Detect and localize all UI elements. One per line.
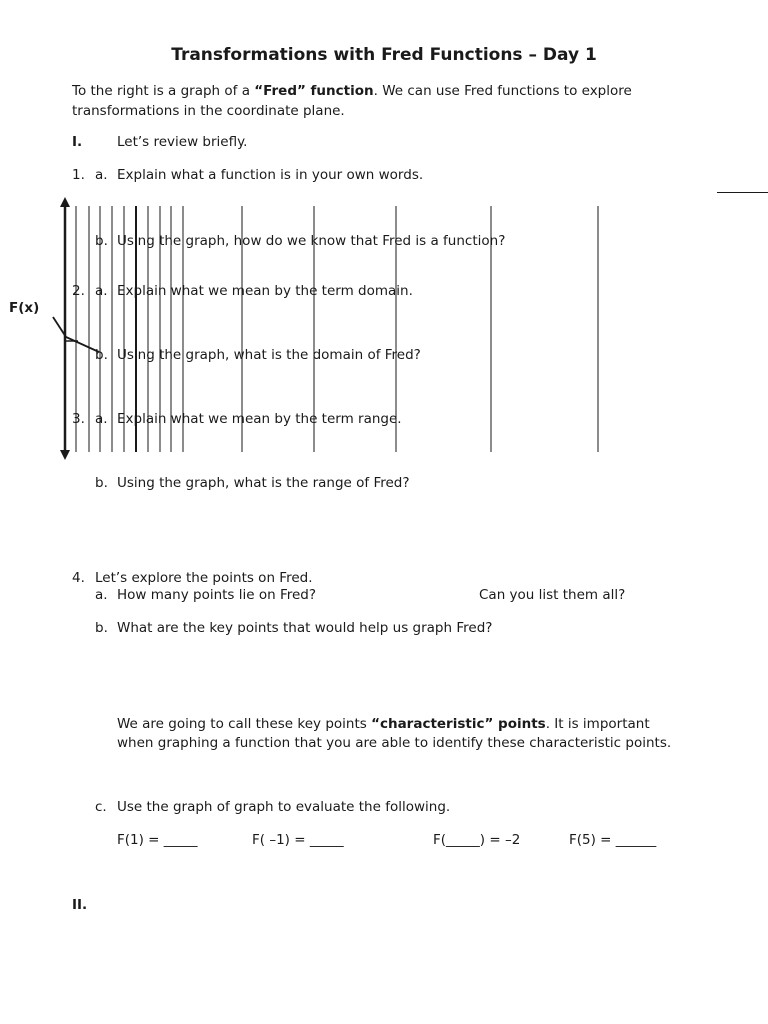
eval-f5: F(5) = ______ (569, 832, 657, 848)
q2a-letter: a. (95, 283, 108, 299)
section-1-numeral: I. (72, 134, 83, 150)
q2b-text: Using the graph, what is the domain of Fred? (117, 347, 421, 363)
q3a-text: Explain what we mean by the term range. (117, 411, 402, 427)
eval-f-blank: F(_____) = –2 (433, 832, 521, 848)
section-2-numeral: II. (72, 897, 88, 913)
eval-f-neg1: F( –1) = _____ (252, 832, 344, 848)
characteristic-line-2: when graphing a function that you are able to identify these characteristic points. (117, 735, 672, 751)
q4b-text: What are the key points that would help us graph Fred? (117, 620, 493, 636)
characteristic-line-1 (117, 716, 650, 732)
q1a-text: Explain what a function is in your own words. (117, 167, 424, 183)
q1a-letter: a. (95, 167, 108, 183)
graph-axis-label: F(x) (9, 300, 40, 316)
page-title: Transformations with Fred Functions – Day 1 (171, 45, 597, 65)
q1b-letter: b. (95, 233, 108, 249)
margin-rule-line (717, 192, 768, 193)
q1b-text: Using the graph, how do we know that Fred is a function? (117, 233, 506, 249)
q4a-letter: a. (95, 587, 108, 603)
characteristic-bold: “characteristic” points (371, 716, 546, 732)
q3b-letter: b. (95, 475, 108, 491)
characteristic-text-part2: . It is important (545, 716, 650, 732)
intro-text-part1: To the right is a graph of a (72, 83, 255, 99)
q2b-letter: b. (95, 347, 108, 363)
q3b-text: Using the graph, what is the range of Fred? (117, 475, 410, 491)
y-axis-arrow-up (60, 197, 70, 207)
section-1-heading: Let’s review briefly. (117, 134, 248, 150)
q4b-letter: b. (95, 620, 108, 636)
q4-number: 4. (72, 570, 85, 586)
fred-graph-grid (0, 0, 768, 470)
y-axis-arrow-down (60, 450, 70, 460)
q2a-text: Explain what we mean by the term domain. (117, 283, 413, 299)
q3-number: 3. (72, 411, 85, 427)
q3a-letter: a. (95, 411, 108, 427)
intro-bold-fred: “Fred” function (254, 83, 374, 99)
q2-number: 2. (72, 283, 85, 299)
q4a-extra: Can you list them all? (479, 587, 626, 603)
q4-text: Let’s explore the points on Fred. (95, 570, 313, 586)
q1-number: 1. (72, 167, 85, 183)
q4c-letter: c. (95, 799, 107, 815)
q4a-text: How many points lie on Fred? (117, 587, 317, 603)
intro-text-part2: . We can use Fred functions to explore (373, 83, 632, 99)
eval-f1: F(1) = _____ (117, 832, 198, 848)
characteristic-text-part1: We are going to call these key points (117, 716, 372, 732)
intro-line-2: transformations in the coordinate plane. (72, 103, 345, 119)
q4c-text: Use the graph of graph to evaluate the following. (117, 799, 451, 815)
